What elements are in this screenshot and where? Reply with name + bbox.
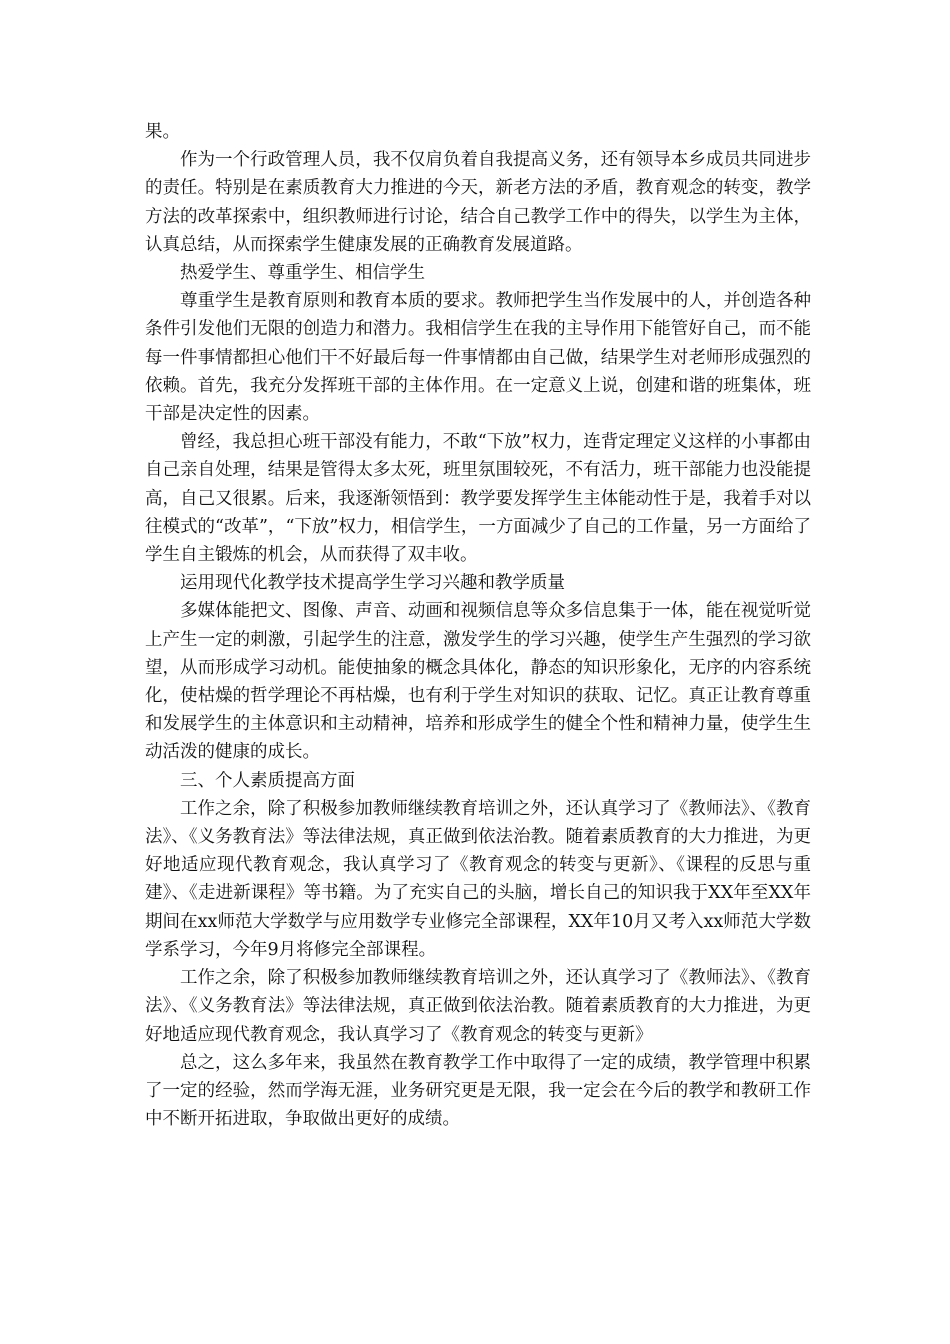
section-heading-love-students: 热爱学生、尊重学生、相信学生 <box>180 263 425 284</box>
paragraph-multimedia: 多媒体能把文、图像、声音、动画和视频信息等众多信息集于一体，能在视觉听觉上产生一定的刺激，引起学生的注意，激发学生的学习兴趣，使学生产生强烈的学习欲望，从而形成学习动机。能使抽象的概念具体化，静态的知识形象化，无序的内容系统化，使枯燥的哲学理论不再枯燥，也有利于学生对知识的获取、记忆。真正让教育尊重和发展学生的主体意识和主动精神，培养和形成学生的健全个性和精神力量，使学生生动活泼的健康的成长。 <box>145 601 811 763</box>
paragraph-respect-students: 尊重学生是教育原则和教育本质的要求。教师把学生当作发展中的人，并创造各种条件引发他们无限的创造力和潜力。我相信学生在我的主导作用下能管好自己，而不能每一件事情都担心他们干不好最后每一件事情都由自己做，结果学生对老师形成强烈的依赖。首先，我充分发挥班干部的主体作用。在一定意义上说，创建和谐的班集体，班干部是决定性的因素。 <box>145 291 811 425</box>
paragraph-admin-role: 作为一个行政管理人员，我不仅肩负着自我提高义务，还有领导本乡成员共同进步的责任。特别是在素质教育大力推进的今天，新老方法的矛盾，教育观念的转变，教学方法的改革探索中，组织教师进行讨论，结合自己教学工作中的得失，以学生为主体，认真总结，从而探索学生健康发展的正确教育发展道路。 <box>145 150 811 255</box>
section-heading-personal-quality: 三、个人素质提高方面 <box>180 770 355 791</box>
paragraph-class-leaders: 曾经，我总担心班干部没有能力，不敢“下放”权力，连背定理定义这样的小事都由自己亲自处理，结果是管得太多太死，班里氛围较死，不有活力，班干部能力也没能提高，自己又很累。后来，我逐渐领悟到：教学要发挥学生主体能动性于是，我着手对以往模式的“改革”，“下放”权力，相信学生，一方面减少了自己的工作量，另一方面给了学生自主锻炼的机会，从而获得了双丰收。 <box>145 432 811 566</box>
paragraph-continuing-education-repeat: 工作之余，除了积极参加教师继续教育培训之外，还认真学习了《教师法》、《教育法》、《义务教育法》等法律法规，真正做到依法治教。随着素质教育的大力推进，为更好地适应现代教育观念，我认真学习了《教育观念的转变与更新》 <box>145 968 811 1045</box>
paragraph-continuing-education: 工作之余，除了积极参加教师继续教育培训之外，还认真学习了《教师法》、《教育法》、《义务教育法》等法律法规，真正做到依法治教。随着素质教育的大力推进，为更好地适应现代教育观念，我认真学习了《教育观念的转变与更新》、《课程的反思与重建》、《走进新课程》等书籍。为了充实自己的头脑，增长自己的知识我于XX年至XX年期间在xx师范大学数学与应用数学专业修完全部课程，XX年10月又考入xx师范大学数学系学习，今年9月将修完全部课程。 <box>145 798 811 960</box>
section-heading-modern-tech: 运用现代化教学技术提高学生学习兴趣和教学质量 <box>180 573 565 594</box>
paragraph-continued: 果。 <box>145 122 180 142</box>
paragraph-conclusion: 总之，这么多年来，我虽然在教育教学工作中取得了一定的成绩，教学管理中积累了一定的经验，然而学海无涯，业务研究更是无限，我一定会在今后的教学和教研工作中不断开拓进取，争取做出更好的成绩。 <box>145 1052 811 1130</box>
document-page <box>145 118 811 1133</box>
